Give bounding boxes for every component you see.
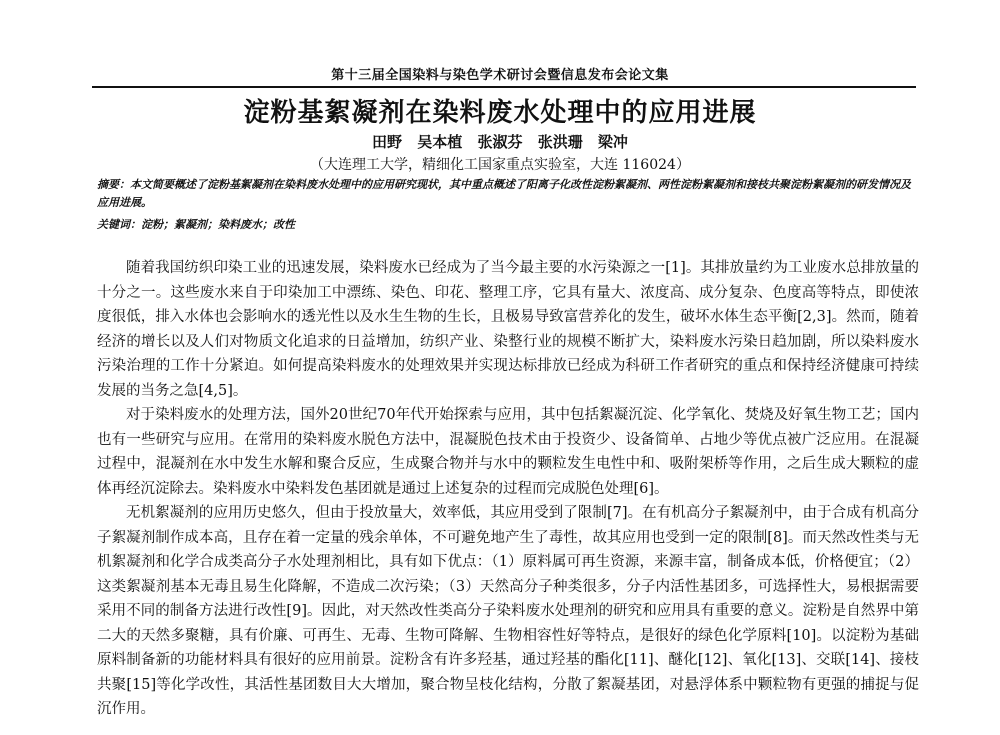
body-paragraph-2: 对于染料废水的处理方法，国外20世纪70年代开始探索与应用，其中包括絮凝沉淀、化学氧化、焚烧及好氧生物工艺；国内也有一些研究与应用。在常用的染料废水脱色方法中，混凝脱色技术由于投资少、设备简单、占地少等优点被广泛应用。在混凝过程中，混凝剂在水中发生水解和聚合反应，生成聚合物并与水中的颗粒发生电性中和、吸附架桥等作用，之后生成大颗粒的虚体再经沉淀除去。染料废水中染料发色基团就是通过上述复杂的过程而完成脱色处理[6]。	[97, 407, 919, 497]
article-title: 淀粉基絮凝剂在染料废水处理中的应用进展	[243, 98, 757, 128]
abstract	[97, 176, 917, 212]
body-text	[97, 256, 919, 722]
header-rule	[92, 86, 916, 88]
abstract-text: 本文简要概述了淀粉基絮凝剂在染料废水处理中的应用研究现状，其中重点概述了阳离子化改性淀粉絮凝剂、两性淀粉絮凝剂和接枝共聚淀粉絮凝剂的研发情况及应用进展。	[97, 178, 911, 209]
body-paragraph-1: 随着我国纺织印染工业的迅速发展，染料废水已经成为了当今最主要的水污染源之一[1]。其排放量约为工业废水总排放量的十分之一。这些废水来自于印染加工中漂练、染色、印花、整理工序，它具有量大、浓度高、成分复杂、色度高等特点，即使浓度很低，排入水体也会影响水的透光性以及水生生物的生长，且极易导致富营养化的发生，破坏水体生态平衡[2,3]。然而，随着经济的增长以及人们对物质文化追求的日益增加，纺织产业、染整行业的规模不断扩大，染料废水污染日趋加剧，所以染料废水污染治理的工作十分紧迫。如何提高染料废水的处理效果并实现达标排放已经成为科研工作者研究的重点和保持经济健康可持续发展的当务之急[4,5]。	[97, 260, 919, 399]
body-paragraph-3: 无机絮凝剂的应用历史悠久，但由于投放量大，效率低，其应用受到了限制[7]。在有机高分子絮凝剂中，由于合成有机高分子絮凝剂制作成本高，且存在着一定量的残余单体，不可避免地产生了毒性，故其应用也受到一定的限制[8]。而天然改性类与无机絮凝剂和化学合成类高分子水处理剂相比，具有如下优点：（1）原料属可再生资源，来源丰富，制备成本低，价格便宜；（2）这类絮凝剂基本无毒且易生化降解，不造成二次污染；（3）天然高分子种类很多，分子内活性基团多，可选择性大，易根据需要采用不同的制备方法进行改性[9]。因此，对天然改性类高分子染料废水处理剂的研究和应用具有重要的意义。淀粉是自然界中第二大的天然多聚糖，具有价廉、可再生、无毒、生物可降解、生物相容性好等特点，是很好的绿色化学原料[10]。以淀粉为基础原料制备新的功能材料具有很好的应用前景。淀粉含有许多羟基，通过羟基的酯化[11]、醚化[12]、氧化[13]、交联[14]、接枝共聚[15]等化学改性，其活性基团数目大大增加，聚合物呈枝化结构，分散了絮凝基团，对悬浮体系中颗粒物有更强的捕捉与促沉作用。	[97, 505, 919, 717]
keywords	[97, 216, 917, 234]
abstract-label: 摘要：	[97, 178, 130, 191]
keywords-text: 淀粉；絮凝剂；染料废水；改性	[141, 218, 295, 231]
running-header: 第十三届全国染料与染色学术研讨会暨信息发布会论文集	[331, 68, 669, 83]
keywords-label: 关键词：	[97, 218, 141, 231]
author-list: 田野 吴本植 张淑芬 张洪珊 梁冲	[372, 133, 628, 151]
affiliation: （大连理工大学，精细化工国家重点实验室，大连 116024）	[310, 157, 690, 173]
